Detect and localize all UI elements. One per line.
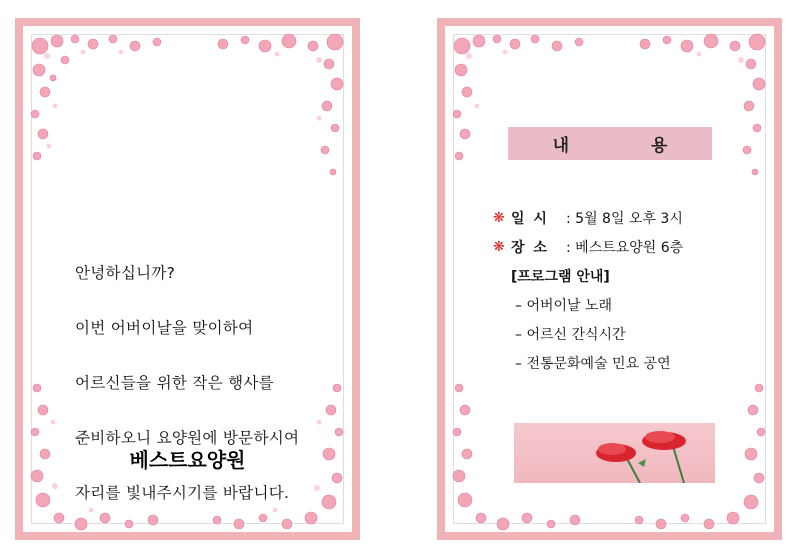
- carnation-icon: [514, 423, 715, 483]
- organization-name: 베스트요양원: [129, 448, 246, 472]
- place-value: : 베스트요양원 6층: [566, 239, 684, 256]
- greeting-line: 준비하오니 요양원에 방문하시여: [75, 429, 300, 448]
- place-row: [493, 232, 683, 261]
- program-item: – 전통문화예술 민요 공연: [515, 355, 671, 372]
- event-details: [493, 203, 683, 377]
- carnation-photo: [514, 423, 715, 483]
- greeting-text: [75, 232, 299, 536]
- greeting-line: 이번 어버이날을 맞이하여: [75, 318, 254, 337]
- section-title: 내 용: [552, 136, 706, 156]
- date-row: [493, 203, 683, 232]
- greeting-line: 어르신들을 위한 작은 행사를: [75, 373, 274, 392]
- program-header: [프로그램 안내]: [511, 268, 610, 285]
- greeting-line: 자리를 빛내주시기를 바랍니다.: [75, 484, 290, 503]
- place-label: 장 소: [511, 239, 549, 256]
- bullet-icon: ❋: [493, 209, 505, 226]
- left-page: [15, 18, 360, 540]
- date-label: 일 시: [511, 210, 549, 227]
- cherry-blossom-icon: [625, 30, 775, 190]
- date-value: : 5월 8일 오후 3시: [566, 210, 683, 227]
- cherry-blossom-icon: [25, 30, 185, 180]
- program-item: – 어버이날 노래: [515, 297, 613, 314]
- right-page: [437, 18, 782, 540]
- bullet-icon: ❋: [493, 238, 505, 255]
- cherry-blossom-icon: [203, 30, 353, 190]
- title-bar: [508, 127, 712, 160]
- program-item: – 어르신 간식시간: [515, 326, 626, 343]
- greeting-line: 안녕하십니까?: [75, 263, 176, 282]
